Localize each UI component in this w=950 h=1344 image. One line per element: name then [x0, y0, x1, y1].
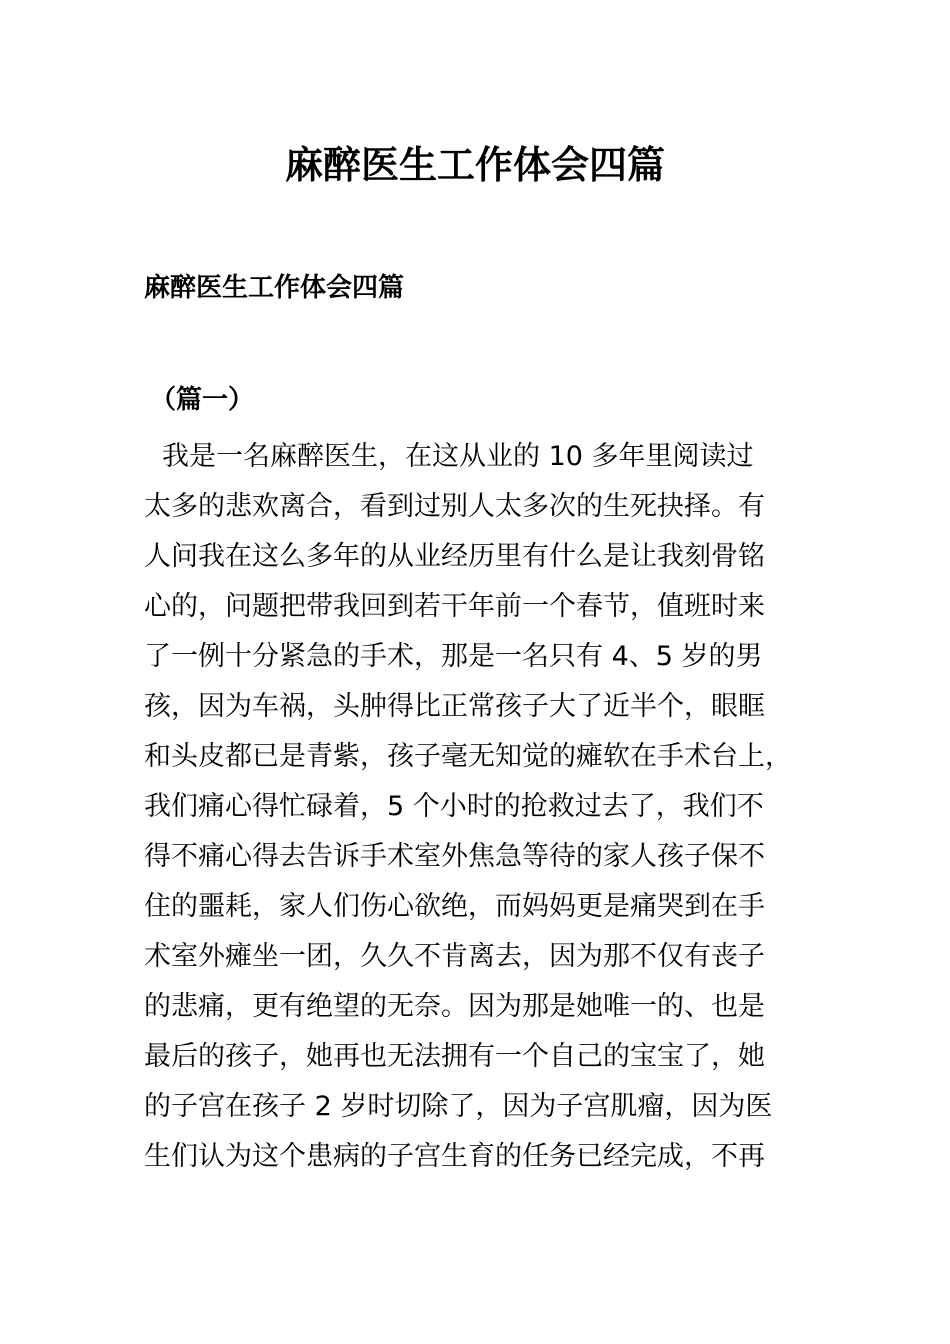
document-subtitle: 麻醉医生工作体会四篇	[144, 273, 405, 303]
body-line: 住的噩耗，家人们伤心欲绝，而妈妈更是痛哭到在手	[144, 891, 765, 922]
body-line: 和头皮都已是青紫，孩子毫无知觉的瘫软在手术台上，	[144, 741, 792, 772]
document-title: 麻醉医生工作体会四篇	[284, 143, 665, 187]
body-line: 心的，问题把带我回到若干年前一个春节，值班时来	[144, 591, 765, 622]
body-line: 了一例十分紧急的手术，那是一名只有 4、5 岁的男	[144, 641, 763, 672]
body-line: 术室外瘫坐一团，久久不肯离去，因为那不仅有丧子	[144, 941, 765, 972]
body-line: 最后的孩子，她再也无法拥有一个自己的宝宝了，她	[144, 1041, 765, 1072]
body-text	[144, 432, 844, 1182]
body-line: 我是一名麻醉医生，在这从业的 10 多年里阅读过	[162, 441, 754, 472]
body-line: 孩，因为车祸，头肿得比正常孩子大了近半个，眼眶	[144, 691, 765, 722]
body-line: 得不痛心得去告诉手术室外焦急等待的家人孩子保不	[144, 841, 765, 872]
body-line: 人问我在这么多年的从业经历里有什么是让我刻骨铭	[144, 541, 765, 572]
body-line: 我们痛心得忙碌着，5 个小时的抢救过去了，我们不	[144, 791, 764, 822]
body-line: 的子宫在孩子 2 岁时切除了，因为子宫肌瘤，因为医	[144, 1091, 773, 1122]
section-label: （篇一）	[150, 385, 255, 415]
body-line: 太多的悲欢离合，看到过别人太多次的生死抉择。有	[144, 491, 765, 522]
body-line: 的悲痛，更有绝望的无奈。因为那是她唯一的、也是	[144, 991, 765, 1022]
body-line: 生们认为这个患病的子宫生育的任务已经完成，不再	[144, 1141, 765, 1172]
